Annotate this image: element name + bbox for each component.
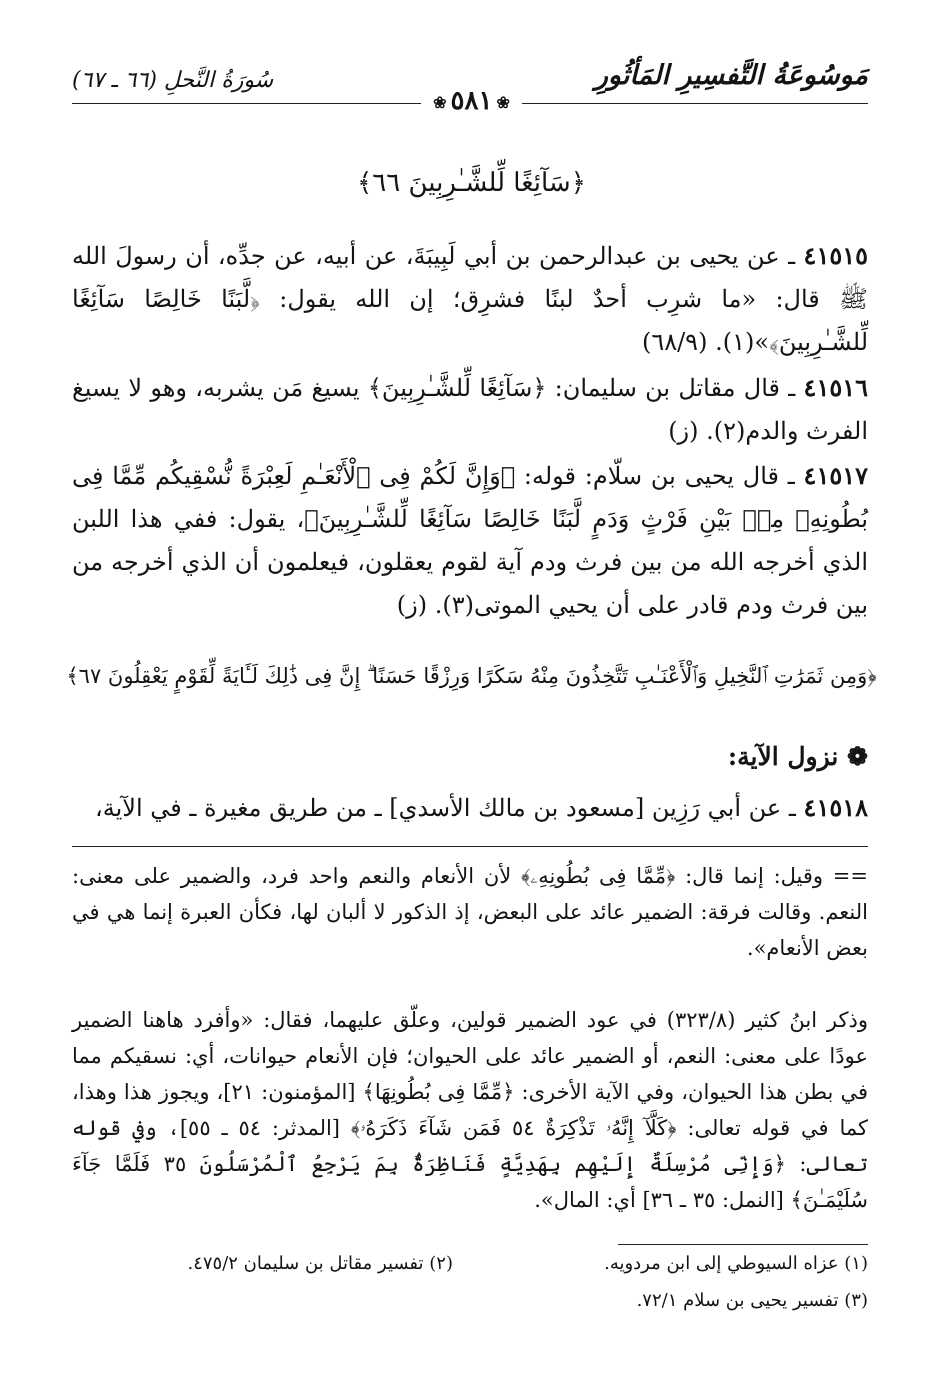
- footnote-1: (١) عزاه السيوطي إلى ابن مردويه.: [604, 1253, 868, 1274]
- footnote-3: (٣) تفسير يحيى بن سلام ٧٢/١.: [636, 1290, 868, 1311]
- page-number-block: [0, 86, 943, 116]
- entry-number: ٤١٥١٥: [803, 241, 868, 270]
- book-title: مَوسُوعَةُ التَّفسِيرِ المَأثُورِ: [594, 60, 868, 91]
- section-heading: ❁ نزول الآية:: [727, 742, 868, 771]
- entry-number: ٤١٥١٧: [803, 461, 868, 490]
- page-number: ❀ ٥٨١ ❀: [421, 86, 522, 116]
- verse-66-heading: ﴿سَآئِغًا لِّلشَّـٰرِبِينَ ٦٦﴾: [357, 168, 586, 198]
- entry-41517: [72, 454, 868, 627]
- ornament-left-icon: ❀: [433, 92, 447, 112]
- entry-text: ـ عن أبي رَزِين [مسعود بن مالك الأسدي] ـ من طريق مغيرة ـ في الآية،: [94, 794, 796, 822]
- entry-text: ـ قال مقاتل بن سليمان: ﴿سَآئِغًا لِّلشَّـٰرِبِينَ﴾ يسيغ مَن يشربه، وهو لا يسيغ الفرث والدم(٢). (ز): [72, 374, 868, 445]
- continued-note-paragraph-2: وذكر ابنُ كثير (٣٢٣/٨) في عود الضمير قولين، وعلّق عليهما، فقال: «وأفرد هاهنا الضمير عودًا على معنى: النعم، أو الضمير عائد على الحيوان؛ فإن الأنعام حيوانات، أي: نسقيكم مما في بطن هذا الحيوان، وفي الآية الأخرى: ﴿مِّمَّا فِى بُطُونِهَا﴾ [المؤمنون: ٢١]، ويجوز هذا وهذا، كما في قوله تعالى: ﴿كَلَّآ إِنَّهُۥ تَذْكِرَةٌ ٥٤ فَمَن شَآءَ ذَكَرَهُۥ﴾ [المدثر: ٥٤ ـ ٥٥]، وفي قوله تعالى: ﴿وَإِنِّى مُرْسِلَةٌ إِلَيْهِم بِهَدِيَّةٍ فَنَاظِرَةٌۢ بِمَ يَرْجِعُ ٱلْمُرْسَلُونَ ٣٥ فَلَمَّا جَآءَ سُلَيْمَـٰنَ﴾ [النمل: ٣٥ ـ ٣٦] أي: المال».: [72, 1008, 868, 1212]
- footnote-short-rule: [618, 1244, 868, 1245]
- entry-41515: [72, 234, 868, 364]
- entry-number: ٤١٥١٨: [803, 793, 868, 822]
- entry-number: ٤١٥١٦: [803, 373, 868, 402]
- verse-67-heading: ﴿وَمِن ثَمَرَٰتِ ٱلنَّخِيلِ وَٱلْأَعْنَـٰبِ تَتَّخِذُونَ مِنْهُ سَكَرًا وَرِزْقًا حَسَنًا ۗ إِنَّ فِى ذَٰلِكَ لَـَٔايَةً لِّقَوْمٍ يَعْقِلُونَ ٦٧﴾: [66, 664, 877, 688]
- footnote-rule: [72, 846, 868, 847]
- entry-41518: [72, 786, 868, 830]
- footnote-2: (٢) تفسير مقاتل بن سليمان ٤٧٥/٢.: [187, 1253, 453, 1274]
- ornament-right-icon: ❀: [496, 92, 510, 112]
- entry-text: ـ قال يحيى بن سلّام: قوله: ﴿وَإِنَّ لَكُمْ فِى ٱلْأَنْعَـٰمِ لَعِبْرَةً نُّسْقِيكُم مِّمَّا فِى بُطُونِهِۦ مِنۢ بَيْنِ فَرْثٍ وَدَمٍ لَّبَنًا خَالِصًا سَآئِغًا لِّلشَّـٰرِبِينَ﴾، يقول: ففي هذا اللبن الذي أخرجه الله من بين فرث ودم آية لقوم يعقلون، فيعلمون أن الذي أخرجه من بين فرث ودم قادر على أن يحيي الموتى(٣). (ز): [72, 462, 869, 619]
- entry-41516: [72, 366, 868, 453]
- surah-reference: سُورَةُ النَّحلِ (٦٦ ـ ٦٧): [72, 68, 274, 93]
- entry-text: ـ عن يحيى بن عبدالرحمن بن أبي لَبِيبَةَ، عن أبيه، عن جدِّه، أن رسولَ الله ﷺ قال: «ما شرِب أحدٌ لبنًا فشرِق؛ إن الله يقول: ﴿لَّبَنًا خَالِصًا سَآئِغًا لِّلشَّـٰرِبِينَ﴾»(١). (٦٨/٩): [72, 242, 868, 356]
- continued-note-paragraph-1: == وقيل: إنما قال: ﴿مِّمَّا فِى بُطُونِهِۦ﴾ لأن الأنعام والنعم واحد فرد، والضمير على معنى: النعم. وقالت فرقة: الضمير عائد على البعض، إذ الذكور لا ألبان لها، فكأن العبرة إنما هي في بعض الأنعام».: [72, 864, 868, 960]
